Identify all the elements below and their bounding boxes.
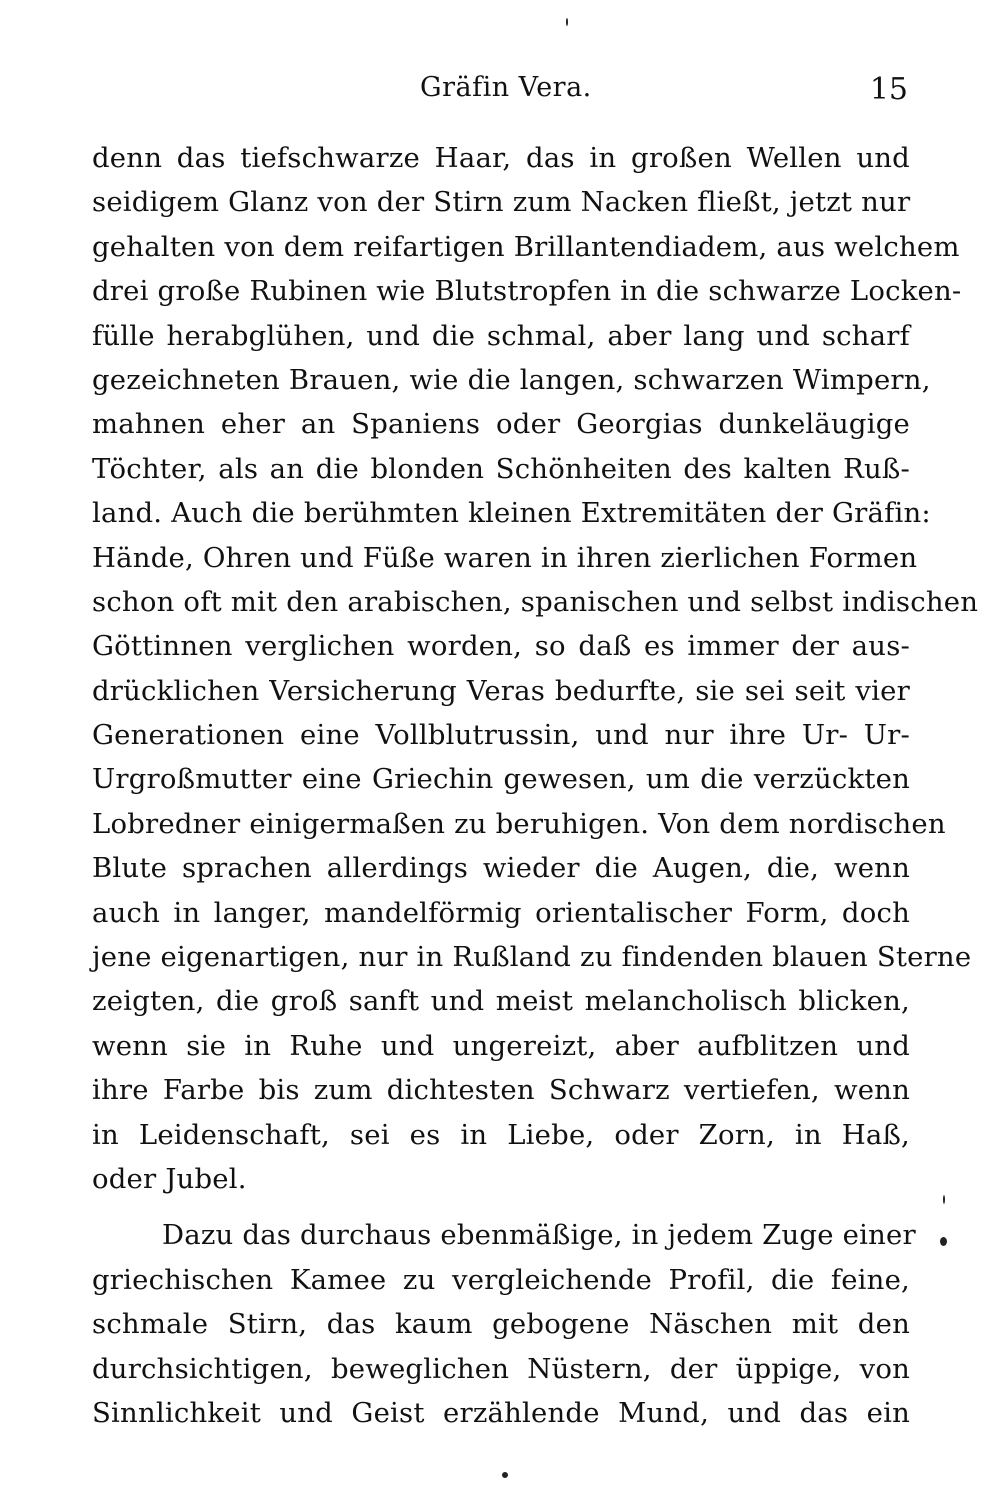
text-line: ihre Farbe bis zum dichtesten Schwarz vertiefen, wenn xyxy=(92,1074,910,1107)
text-line: gehalten von dem reifartigen Brillantendiadem, aus welchem xyxy=(92,230,960,263)
text-line: Generationen eine Vollblutrussin, und nur ihre Ur- Ur- xyxy=(92,719,910,752)
text-line: oder Jubel. xyxy=(92,1162,247,1195)
scan-speck xyxy=(940,1237,947,1246)
text-line: denn das tiefschwarze Haar, das in großen Wellen und xyxy=(92,142,910,174)
paragraph-gap xyxy=(92,1201,910,1213)
text-line: durchsichtigen, beweglichen Nüstern, der üppige, von xyxy=(92,1352,910,1385)
text-line: zeigten, die groß sanft und meist melancholisch blicken, xyxy=(92,985,910,1018)
text-line: griechischen Kamee zu vergleichende Profil, die feine, xyxy=(92,1263,910,1296)
text-line: Lobredner einigermaßen zu beruhigen. Von dem nordischen xyxy=(92,807,946,840)
text-line: drücklichen Versicherung Veras bedurfte, sie sei seit vier xyxy=(92,674,910,707)
text-line: drei große Rubinen wie Blutstropfen in die schwarze Locken- xyxy=(92,275,962,308)
text-line: wenn sie in Ruhe und ungereizt, aber aufblitzen und xyxy=(92,1029,910,1062)
text-line: schon oft mit den arabischen, spanischen und selbst indischen xyxy=(92,585,979,618)
text-line: Hände, Ohren und Füße waren in ihren zierlichen Formen xyxy=(92,541,918,574)
text-line: Göttinnen verglichen worden, so daß es immer der aus- xyxy=(92,630,910,663)
text-line: fülle herabglühen, und die schmal, aber lang und scharf xyxy=(92,319,910,352)
text-line: schmale Stirn, das kaum gebogene Näschen mit den xyxy=(92,1308,910,1341)
text-line: Sinnlichkeit und Geist erzählende Mund, und das ein xyxy=(92,1396,910,1429)
text-line: in Leidenschaft, sei es in Liebe, oder Zorn, in Haß, xyxy=(92,1118,910,1151)
text-line: auch in langer, mandelförmig orientalischer Form, doch xyxy=(92,896,910,929)
scan-speck xyxy=(566,18,568,26)
running-title: Gräfin Vera. xyxy=(420,72,592,103)
paragraph-1 xyxy=(92,136,979,1201)
body-text xyxy=(92,136,979,1435)
scan-speck xyxy=(943,1195,945,1204)
scan-speck xyxy=(502,1472,508,1478)
text-line: jene eigenartigen, nur in Rußland zu findenden blauen Sterne xyxy=(92,941,972,974)
page-number: 15 xyxy=(869,72,908,107)
text-line: seidigem Glanz von der Stirn zum Nacken fließt, jetzt nur xyxy=(92,186,911,219)
text-line: Dazu das durchaus ebenmäßige, in jedem Zuge einer xyxy=(162,1219,916,1252)
text-line: Töchter, als an die blonden Schönheiten des kalten Ruß- xyxy=(92,452,910,485)
text-line: Blute sprachen allerdings wieder die Augen, die, wenn xyxy=(92,852,910,885)
paragraph-2 xyxy=(92,1213,916,1435)
text-line: Urgroßmutter eine Griechin gewesen, um die verzückten xyxy=(92,763,910,796)
text-line: land. Auch die berühmten kleinen Extremitäten der Gräfin: xyxy=(92,497,931,530)
text-line: gezeichneten Brauen, wie die langen, schwarzen Wimpern, xyxy=(92,363,931,396)
page-header xyxy=(0,72,1000,118)
text-line: mahnen eher an Spaniens oder Georgias dunkeläugige xyxy=(92,408,910,441)
